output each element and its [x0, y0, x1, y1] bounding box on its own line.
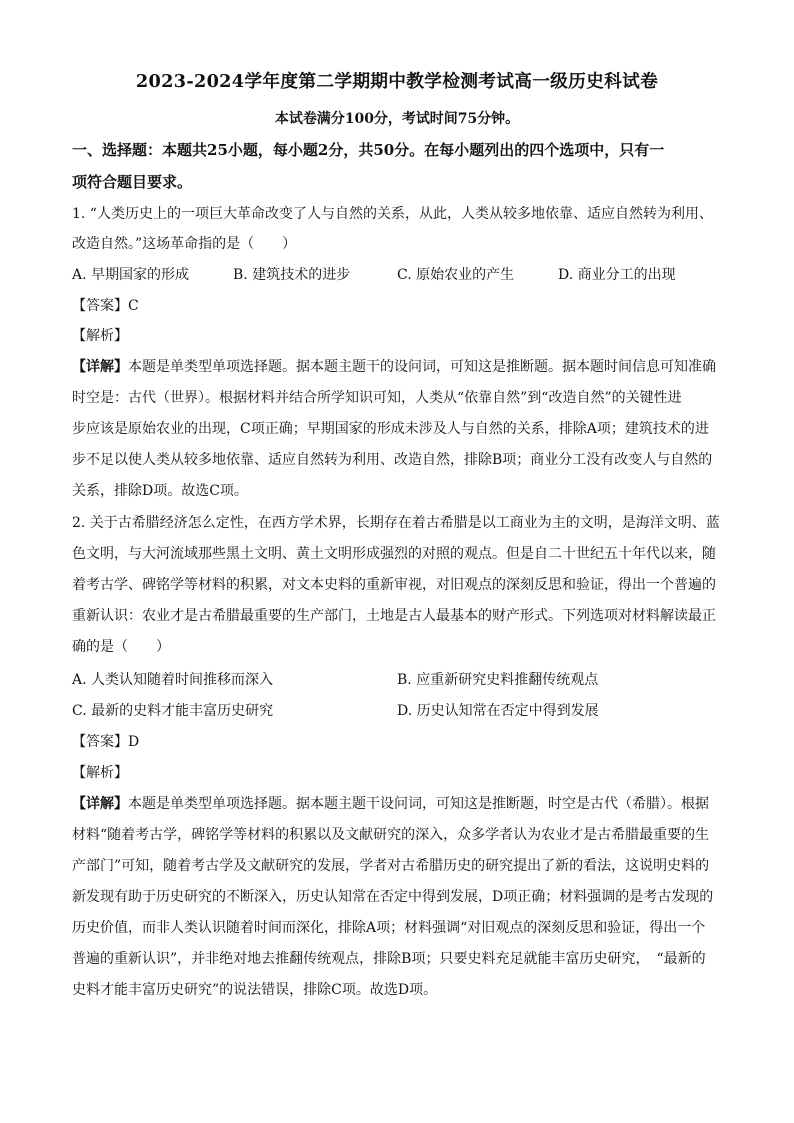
q1-stem-line2: 改造自然。”这场革命指的是（ ） — [72, 236, 297, 252]
q1-analysis-label: 【解析】 — [72, 328, 128, 344]
section-heading-line1: 一、选择题：本题共25小题，每小题2分，共50分。在每小题列出的四个选项中，只有一 — [72, 141, 665, 159]
q2-option-c: C. 最新的史料才能丰富历史研究 — [72, 703, 274, 719]
q2-stem-line2: 色文明，与大河流域那些黑土文明、黄土文明形成强烈的对照的观点。但是自二十世纪五十年代以来，随 — [72, 546, 716, 562]
q2-option-b: B. 应重新研究史料推翻传统观点 — [397, 672, 599, 688]
q1-detail-line5: 关系，排除D项。故选C项。 — [72, 483, 248, 499]
q2-answer: 【答案】D — [72, 734, 140, 750]
q2-detail-line3: 产部门”可知，随着考古学及文献研究的发展，学者对古希腊历史的研究提出了新的看法，这说明史料的 — [72, 858, 710, 874]
q2-detail-line1 — [72, 794, 709, 814]
q1-answer: 【答案】C — [72, 298, 139, 314]
section-heading-line2: 项符合题目要求。 — [72, 173, 193, 191]
q1-option-c: C. 原始农业的产生 — [397, 267, 515, 283]
q1-option-d: D. 商业分工的出现 — [558, 267, 676, 283]
q2-stem-line1: 2. 关于古希腊经济怎么定性，在西方学术界，长期存在着古希腊是以工商业为主的文明，是海洋文明、蓝 — [72, 515, 720, 531]
q2-detail-line6: 普遍的重新认识”，并非绝对地去推翻传统观点，排除B项；只要史料充足就能丰富历史研究， “最新的 — [72, 951, 706, 967]
q2-detail-line2: 材料“随着考古学，碑铭学等材料的积累以及文献研究的深入，众多学者认为农业才是古希腊最重要的生 — [72, 827, 710, 843]
q2-detail-text1: 本题是单类型单项选择题。据本题主题干设问词，可知这是推断题，时空是古代（希腊）。根据 — [128, 796, 709, 812]
q1-option-a: A. 早期国家的形成 — [72, 267, 190, 283]
q1-stem-line1: 1. “人类历史上的一项巨大革命改变了人与自然的关系，从此，人类从较多地依靠、适应自然转为利用、 — [72, 206, 713, 222]
q2-detail-line5: 历史价值，而非人类认识随着时间而深化，排除A项；材料强调“对旧观点的深刻反思和验证，得出一个 — [72, 920, 706, 936]
q2-stem-line3: 着考古学、碑铭学等材料的积累，对文本史料的重新审视，对旧观点的深刻反思和验证，得出一个普遍的 — [72, 577, 716, 593]
q1-detail-line2: 时空是：古代（世界）。根据材料并结合所学知识可知，人类从“依靠自然”到“改造自然”的关键性进 — [72, 390, 682, 406]
q2-analysis-label: 【解析】 — [72, 765, 128, 781]
q2-detail-line7: 史料才能丰富历史研究”的说法错误，排除C项。故选D项。 — [72, 982, 438, 998]
q1-detail-text1: 本题是单类型单项选择题。据本题主题干的设问词，可知这是推断题。据本题时间信息可知准确 — [128, 359, 716, 375]
q1-detail-tag: 【详解】 — [72, 359, 128, 375]
q1-detail-line1 — [72, 357, 716, 377]
q2-option-d: D. 历史认知常在否定中得到发展 — [397, 703, 599, 719]
q2-option-a: A. 人类认知随着时间推移而深入 — [72, 672, 274, 688]
q1-option-b: B. 建筑技术的进步 — [233, 267, 351, 283]
page-subtitle: 本试卷满分100分，考试时间75分钟。 — [274, 111, 520, 127]
q2-detail-line4: 新发现有助于历史研究的不断深入，历史认知常在否定中得到发展，D项正确；材料强调的是考古发现的 — [72, 889, 714, 905]
q2-detail-tag: 【详解】 — [72, 796, 128, 812]
page-title: 2023-2024学年度第二学期期中教学检测考试高一级历史科试卷 — [135, 71, 659, 92]
q2-stem-line4: 重新认识：农业才是古希腊最重要的生产部门，土地是古人最基本的财产形式。下列选项对材料解读最正 — [72, 608, 716, 624]
q2-stem-line5: 确的是（ ） — [72, 639, 170, 655]
q1-detail-line3: 步应该是原始农业的出现，C项正确；早期国家的形成未涉及人与自然的关系，排除A项；建筑技术的进 — [72, 421, 709, 437]
q1-detail-line4: 步不足以使人类从较多地依靠、适应自然转为利用、改造自然，排除B项；商业分工没有改变人与自然的 — [72, 452, 713, 468]
